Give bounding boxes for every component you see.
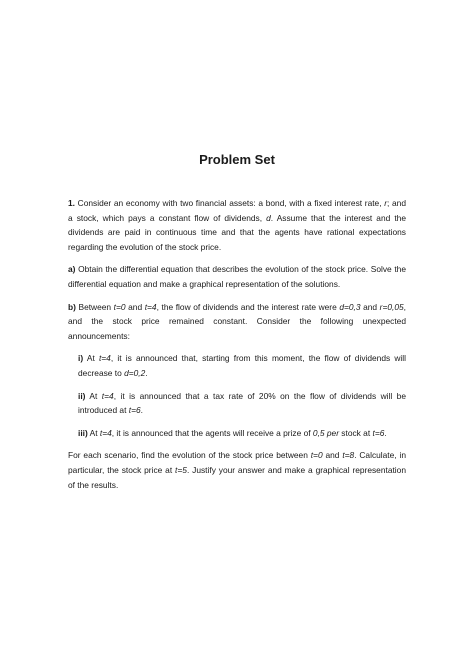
part-b-text-3: , the flow of dividends and the interest rate were <box>156 301 340 312</box>
part-b-text-4: and <box>360 301 380 312</box>
question-1-text-3: . Assume that the interest and the dividends are paid in continuous time and that the agents have rational expectations regarding the evolution of the stock price. <box>68 212 406 252</box>
part-b-iii-text-3: stock at <box>338 427 373 438</box>
part-a-text: Obtain the differential equation that describes the evolution of the stock price. Solve the differential equation and make a graphical representation of the solutions. <box>68 264 406 289</box>
question-1-text-2: ; and a stock, which pays a constant flow of dividends, <box>68 198 406 223</box>
part-b-text-2: and <box>125 301 145 312</box>
part-a <box>68 262 406 291</box>
variable-d: d <box>266 212 271 223</box>
part-b-i-text-2: , it is announced that, starting from this moment, the flow of dividends will decrease to <box>78 353 407 378</box>
question-1-text-1: Consider an economy with two financial assets: a bond, with a fixed interest rate, <box>75 198 385 208</box>
document-title: Problem Set <box>199 152 275 167</box>
final-math-3: t=5 <box>175 464 187 475</box>
final-instructions <box>68 448 406 492</box>
part-b-i-math-2: d=0,2 <box>124 367 146 378</box>
final-text-4: . Justify your answer and make a graphical representation of the results. <box>68 464 406 490</box>
question-1 <box>68 196 406 254</box>
part-b-iii <box>78 426 406 441</box>
final-math-2: t=8 <box>342 450 355 461</box>
variable-r: r <box>384 198 388 208</box>
part-b-i-text-1: At <box>83 353 99 364</box>
part-b-math-1: t=0 <box>113 301 126 312</box>
part-b <box>68 300 406 344</box>
part-b-iii-math-2: 0,5 per <box>312 427 339 438</box>
part-b-iii-text-4: . <box>384 427 387 438</box>
part-b-ii <box>78 389 406 418</box>
part-a-label: a) <box>68 264 76 275</box>
part-b-ii-label: ii) <box>78 390 86 401</box>
part-b-ii-text-3: . <box>140 405 143 416</box>
part-b-ii-text-2: , it is announced that a tax rate of 20% on the flow of dividends will be introduced at <box>78 390 406 416</box>
part-b-i-math-1: t=4 <box>98 353 111 364</box>
part-b-iii-label: iii) <box>78 427 88 438</box>
part-b-math-3: d=0,3 <box>339 301 361 312</box>
part-b-iii-text-2: , it is announced that the agents will receive a prize of <box>111 427 313 438</box>
part-b-math-2: t=4 <box>144 301 157 312</box>
document-body <box>68 196 406 500</box>
part-b-i-text-3: . <box>145 367 148 378</box>
final-text-2: and <box>322 450 343 461</box>
part-b-iii-math-1: t=4 <box>99 427 112 438</box>
part-b-ii-math-2: t=6 <box>128 405 141 416</box>
part-b-i-label: i) <box>78 353 84 364</box>
part-b-ii-math-1: t=4 <box>101 390 114 401</box>
part-b-i <box>78 351 406 380</box>
part-b-iii-text-1: At <box>87 427 100 438</box>
final-math-1: t=0 <box>310 450 323 461</box>
part-b-iii-math-3: t=6 <box>372 427 385 438</box>
final-text-3: . Calculate, in particular, the stock price at <box>68 450 406 475</box>
question-number: 1. <box>68 198 75 208</box>
part-b-text-5: , and the stock price remained constant. Consider the following unexpected announcements: <box>68 301 406 341</box>
part-b-text-1: Between <box>75 301 114 312</box>
part-b-ii-text-1: At <box>85 390 102 401</box>
part-b-label: b) <box>68 301 76 312</box>
part-b-math-4: r=0,05 <box>379 301 404 312</box>
final-text-1: For each scenario, find the evolution of the stock price between <box>68 450 311 461</box>
